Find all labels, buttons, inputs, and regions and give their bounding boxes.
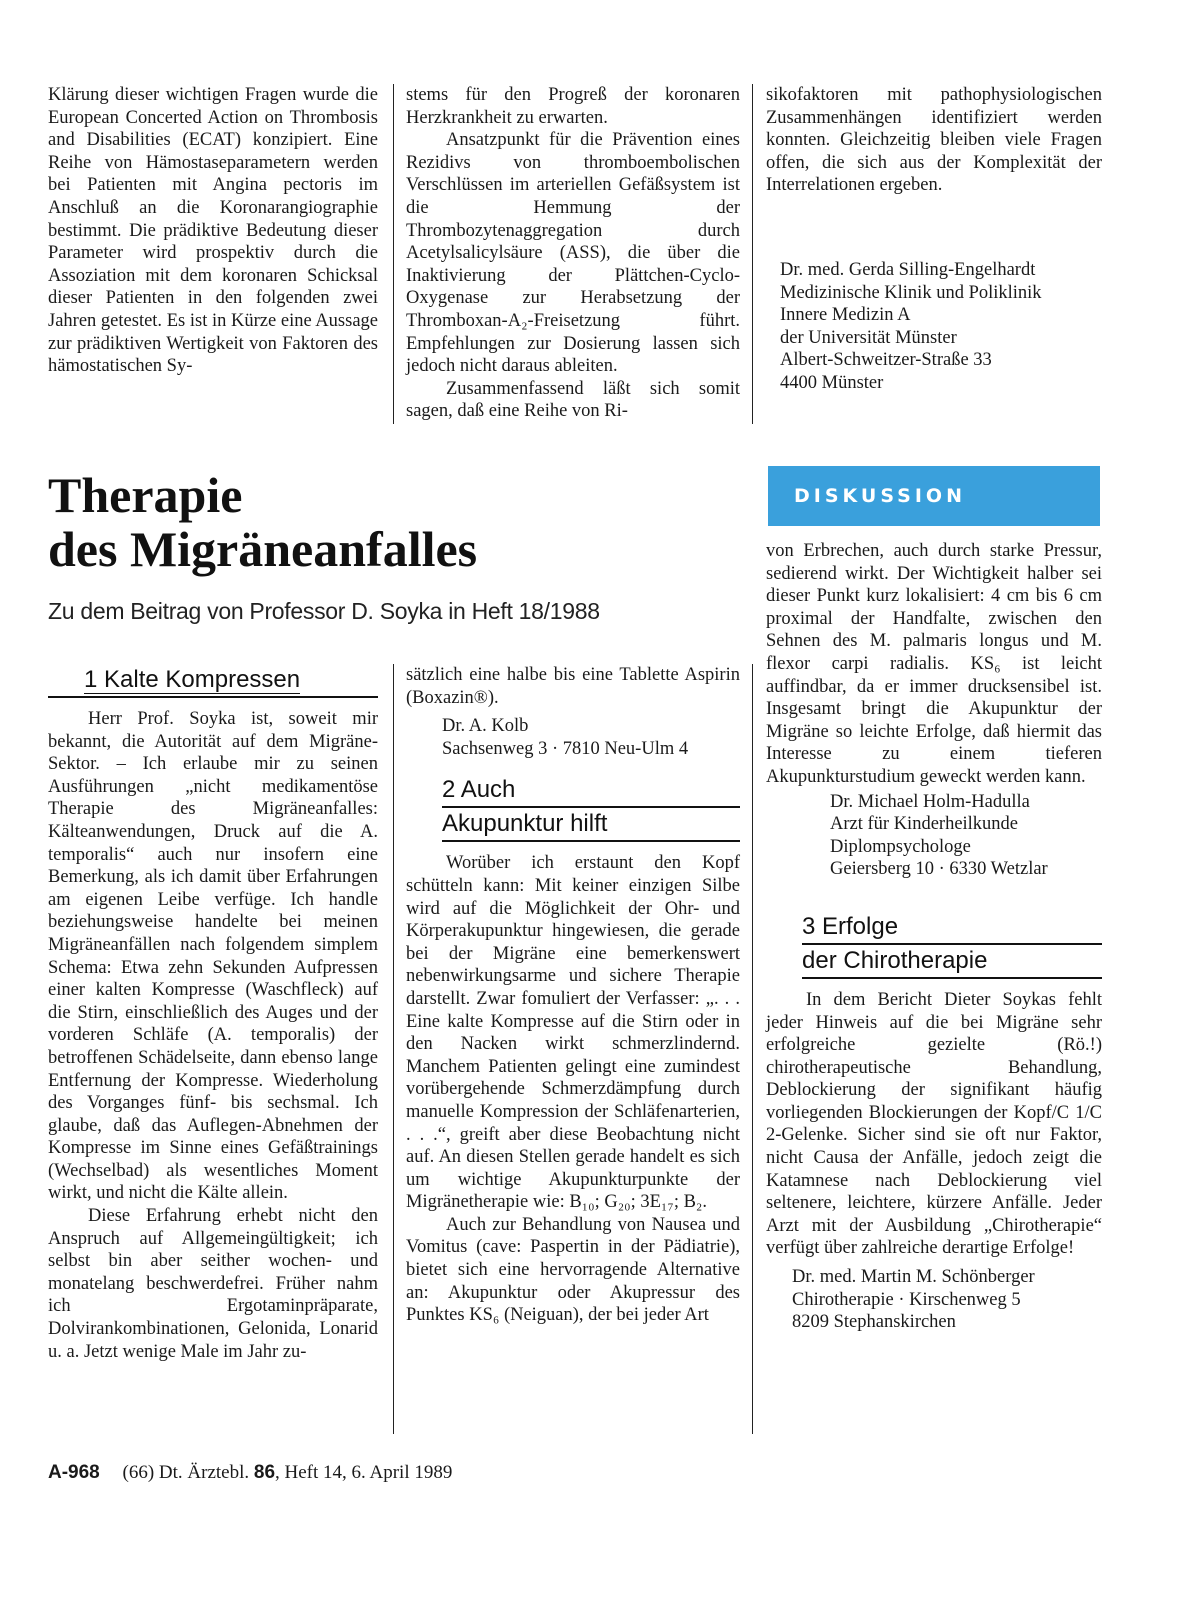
top-col3-text: sikofaktoren mit pathophysiologischen Zusammenhängen identifiziert werden konnten. Gleichzeitig bleiben viele Fragen offen, die sich aus der Komplexität der Interrelationen ergeben.	[766, 85, 1102, 196]
top-col2-para-3: Zusammenfassend läßt sich somit sagen, daß eine Reihe von Ri-	[406, 378, 740, 422]
section-1-heading	[48, 664, 378, 698]
journal-issue-date: , Heft 14, 6. April 1989	[275, 1462, 453, 1483]
section-1-para-1: Herr Prof. Soyka ist, soweit mir bekannt, die Autorität auf dem Migräne-Sektor. – Ich erlaube mir zu seinen Ausführungen „nicht medikamentöse Therapie des Migräneanfalles: Kälteanwendungen, Druck auf die A. temporalis“ auch nur insofern eine Bemerkung, als ich damit über Erfahrungen am eigenen Leibe verfüge. Ich handle beziehungsweise handelte bei meinen Migräneanfällen nach folgendem simplem Schema: Etwa zehn Sekunden Aufpressen einer kalten Kompresse (Waschfleck) auf die Stirn, einschließlich des Auges und der vorderen Schläfe (A. temporalis) der betroffenen Schädelseite, dann ebenso lange Entfernung der Kompresse. Wiederholung des Vorganges fünf- bis sechsmal. Ich glaube, daß das Auflegen-Abnehmen der Kompresse im Sinne eines Gefäßtrainings (Wechselbad) als wesentliches Moment wirkt, und nicht die Kälte allein.	[48, 709, 378, 1204]
author-line: Dr. Michael Holm-Hadulla	[830, 791, 1030, 812]
top-column-3	[766, 84, 1102, 395]
author-line: Dr. med. Martin M. Schönberger	[792, 1267, 1035, 1288]
article-title-line-2: des Migräneanfalles	[48, 521, 478, 577]
author-line: Chirotherapie · Kirschenweg 5	[792, 1289, 1021, 1310]
author-line: 8209 Stephanskirchen	[792, 1312, 956, 1333]
section-3-author	[766, 1266, 1102, 1334]
section-1-para-3: sätzlich eine halbe bis eine Tablette Aspirin (Boxazin®).	[406, 665, 740, 708]
column-rule	[752, 84, 753, 424]
author-line: Dr. med. Gerda Silling-Engelhardt	[780, 259, 1036, 280]
section-1-author	[406, 715, 740, 760]
column-rule	[393, 84, 394, 424]
article-title	[48, 468, 477, 576]
top-author-block	[766, 259, 1102, 395]
journal-reference: (66) Dt. Ärztebl.	[122, 1462, 250, 1483]
top-col2-para-2: Ansatzpunkt für die Prävention eines Rezidivs von thromboembolischen Verschlüssen im arteriellen Gefäßsystem ist die Hemmung der Thrombozytenaggregation durch Acetylsalicylsäure (ASS), die über die Inaktivierung der Plättchen-Cyclo-Oxygenase zur Herabsetzung der Thromboxan-A₂-Freisetzung führt. Empfehlungen zur Dosierung lassen sich jedoch nicht daraus ableiten.	[406, 130, 740, 377]
author-line: Medizinische Klinik und Poliklinik	[780, 282, 1042, 303]
article-title-line-1: Therapie	[48, 467, 243, 523]
column-rule	[752, 664, 753, 1434]
author-line: Albert-Schweitzer-Straße 33	[780, 350, 992, 371]
top-column-1	[48, 84, 378, 378]
section-2-heading-line-1: 2 Auch	[442, 774, 740, 808]
journal-volume: 86	[253, 1462, 276, 1483]
body-column-1	[48, 664, 378, 1363]
article-subtitle: Zu dem Beitrag von Professor D. Soyka in Heft 18/1988	[48, 598, 600, 624]
author-line: Diplompsychologe	[830, 836, 971, 857]
section-3-heading	[766, 911, 1102, 979]
author-line: Innere Medizin A	[780, 305, 911, 326]
author-line: der Universität Münster	[780, 327, 957, 348]
body-column-3	[766, 540, 1102, 1334]
section-2-heading	[406, 774, 740, 842]
body-column-2	[406, 664, 740, 1327]
section-1-heading-text: 1 Kalte Kompressen	[84, 666, 301, 693]
section-2-para-3: von Erbrechen, auch durch starke Pressur, sedierend wirkt. Der Wichtigkeit halber sei dieser Punkt kurz lokalisiert: 4 cm bis 6 cm proximal der Handfalte, zwischen den Sehnen des M. palmaris longus und M. flexor carpi radialis. KS₆ ist leicht auffindbar, da er immer drucksensibel ist. Insgesamt bringt die Akupunktur der Migräne so leichte Erfolge, daß hiermit das Interesse zu einem tieferen Akupunkturstudium geweckt werden kann.	[766, 541, 1102, 787]
diskussion-badge: DISKUSSION	[768, 466, 1100, 526]
page-footer	[48, 1462, 452, 1484]
author-line: Arzt für Kinderheilkunde	[830, 814, 1019, 835]
author-line: 4400 Münster	[780, 372, 884, 393]
author-line: Geiersberg 10 · 6330 Wetzlar	[830, 859, 1048, 880]
section-2-para-1: Worüber ich erstaunt den Kopf schütteln kann: Mit keiner einzigen Silbe wird auf die Möglichkeit der Ohr- und Körperakupunktur hingewiesen, die gerade bei der Migräne eine bemerkenswert nebenwirkungsarme und sichere Therapie darstellt. Zwar fomuliert der Verfasser: „. . . Eine kalte Kompresse auf die Stirn oder in den Nacken wirkt schmerzlindernd. Manchem Patienten gelingt eine zumindest vorübergehende Schmerzdämpfung durch manuelle Kompression der Schläfenarterien, . . .“, greift aber diese Beobachtung nicht auf. An diesen Stellen gerade handelt es sich um wichtige Akupunkturpunkte der Migränetherapie wie: B₁₀; G₂₀; 3E₁₇; B₂.	[406, 853, 740, 1213]
top-column-2	[406, 84, 740, 423]
section-1-para-2: Diese Erfahrung erhebt nicht den Anspruch auf Allgemeingültigkeit; ich selbst bin aber seither wochen- und monatelang beschwerdefrei. Früher nahm ich Ergotaminpräparate, Dolvirankombinationen, Gelonida, Lonarid u. a. Jetzt wenige Male im Jahr zu-	[48, 1206, 378, 1362]
section-2-para-2: Auch zur Behandlung von Nausea und Vomitus (cave: Paspertin in der Pädiatrie), bietet sich eine hervorragende Alternative an: Akupunktur oder Akupressur des Punktes KS₆ (Neiguan), der bei jeder Art	[406, 1214, 740, 1326]
author-line: Sachsenweg 3 · 7810 Neu-Ulm 4	[442, 738, 689, 759]
top-col1-text: Klärung dieser wichtigen Fragen wurde die European Concerted Action on Thrombosis and Disabilities (ECAT) konzipiert. Eine Reihe von Hämostaseparametern werden bei Patienten mit Angina pectoris im Anschluß an die Koronarangiographie bestimmt. Die prädiktive Bedeutung dieser Parameter wird prospektiv durch die Assoziation mit dem koronaren Schicksal dieser Patienten in den folgenden zwei Jahren getestet. Es ist in Kürze eine Aussage zur prädiktiven Wertigkeit von Faktoren des hämostatischen Sy-	[48, 85, 378, 377]
author-line: Dr. A. Kolb	[442, 716, 529, 737]
column-rule	[393, 664, 394, 1434]
section-2-author	[766, 791, 1102, 881]
section-3-heading-line-1: 3 Erfolge	[802, 911, 1102, 945]
section-3-heading-line-2: der Chirotherapie	[802, 945, 1102, 979]
section-3-para-1: In dem Bericht Dieter Soykas fehlt jeder Hinweis auf die bei Migräne sehr erfolgreiche gezielte (Rö.!) chirotherapeutische Behandlung, Deblockierung der signifikant häufig vorliegenden Blockierungen der Kopf/C 1/C 2-Gelenke. Sicher sind sie oft nur Faktor, nicht Causa der Anfälle, jedoch zeigt die Katamnese nach Deblockierung viel seltenere, leichtere, kürzere Anfälle. Jeder Arzt mit der Ausbildung „Chirotherapie“ verfügt über zahlreiche derartige Erfolge!	[766, 989, 1102, 1259]
page-number: A-968	[48, 1462, 100, 1483]
top-col2-para-1: stems für den Progreß der koronaren Herzkrankheit zu erwarten.	[406, 85, 740, 128]
section-2-heading-line-2: Akupunktur hilft	[442, 808, 740, 842]
